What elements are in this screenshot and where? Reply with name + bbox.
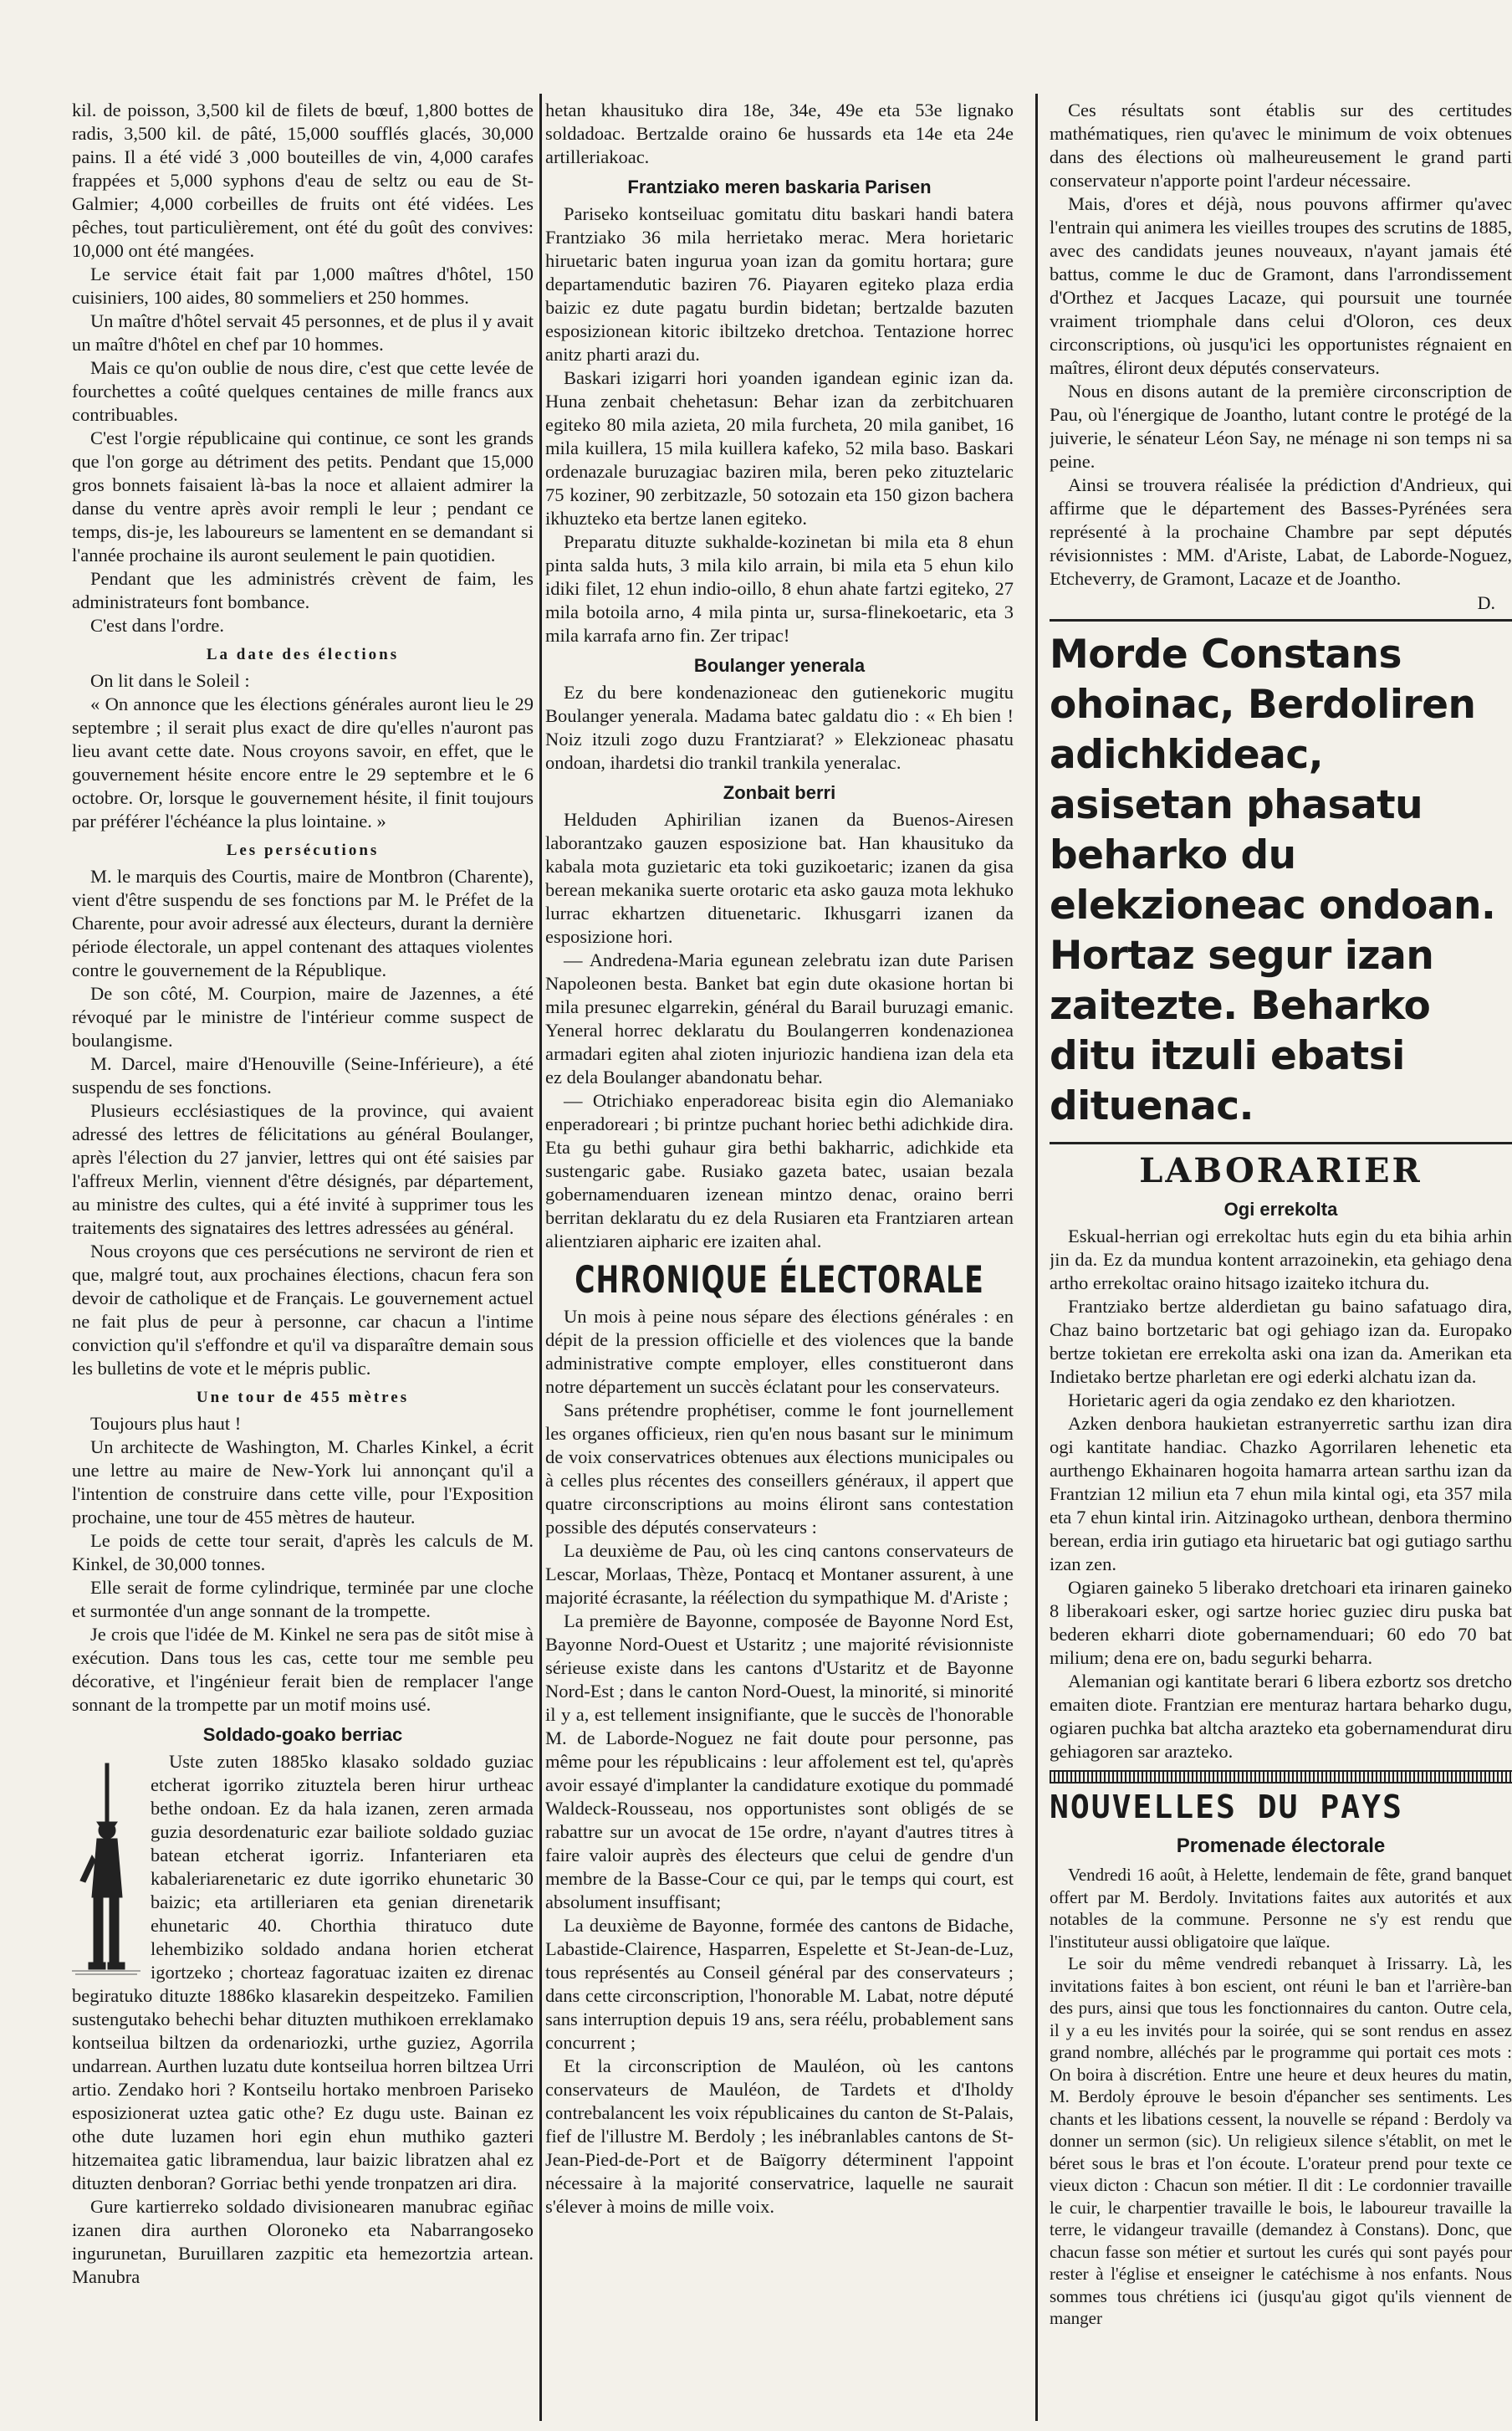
paragraph: Et la circonscription de Mauléon, où les cantons conservateurs de Mauléon, de Tardets et d'Iholdy contrebalancent les voix républicaines du canton de St-Palais, fief de l'illustre M. Berdoly ; les inébranlables cantons de St-Jean-Pied-de-Port et de Baïgorry déterminent l'appoint nécessaire à la majorité conservatrice, laquelle ne saurait s'élever à moins de mille voix. <box>545 2055 1014 2217</box>
divider <box>1050 1142 1512 1144</box>
divider <box>1050 619 1512 622</box>
soldier-illustration-icon <box>72 1755 140 1981</box>
paragraph: On lit dans le Soleil : <box>90 670 250 691</box>
paragraph: M. le marquis des Courtis, maire de Montbron (Charente), vient d'être suspendu de ses fonctions par M. le Préfet de la Charente, pour avoir adressé aux électeurs, durant la dernière période électorale, un appel contenant des attaques violentes contre le gouvernement de la République. <box>72 866 534 980</box>
soldado-article <box>72 1750 534 2289</box>
section-heading-frantziako: Frantziako meren baskaria Parisen <box>627 177 932 197</box>
paragraph: Baskari izigarri hori yoanden igandean eginic izan da. Huna zenbait chehetasun: Behar izan da zerbitchuaren egiteko 80 mila azieta, 20 mila furcheta, 20 mila ganibet, 16 mila kuillera, 15 mila kuillera kafeko, 52 mila baso. Baskari ordenazale buruzagiac baziren mila, beren peko zituztelaric 75 koziner, 90 zerbitzazle, 50 sotozain eta 150 gizon bachera ikhuzteko eta bertze lanen egiteko. <box>545 367 1014 529</box>
paragraph: Je crois que l'idée de M. Kinkel ne sera pas de sitôt mise à exécution. Dans tous les cas, cette tour me semble peu décorative, et l'ingénieur ferait bien de remplacer l'ange sonnant de la trompette par un motif moins usé. <box>72 1624 534 1715</box>
paragraph: Mais ce qu'on oublie de nous dire, c'est que cette levée de fourchettes a coûté quelques centaines de mille francs aux contribuables. <box>72 357 534 425</box>
paragraph: Helduden Aphirilian izanen da Buenos-Airesen laborantzako gauzen esposizione bat. Han khausituko da kabala mota guzietaric eta toki guzikoetaric; izanen da gisa berean mekanika suerte orotaric eta asko gauza mota lekhuko lurrac ekhartzen dituenetaric. Ikhusgarri izanen da esposizione hori. <box>545 809 1014 947</box>
column-3 <box>1050 0 1512 2431</box>
column-rule-1 <box>539 94 542 2421</box>
section-heading-nouvelles: NOUVELLES DU PAYS <box>1050 1789 1403 1825</box>
paragraph: Toujours plus haut ! <box>90 1413 242 1434</box>
paragraph: Gure kartierreko soldado divisionearen manubrac egiñac izanen dira aurthen Oloroneko eta Nabarrangoseko ingurunetan, Buruillaren zazpitic eta hemezortzia artean. Manubra <box>72 2196 534 2287</box>
paragraph: Azken denbora haukietan estranyerretic sarthu izan dira ogi kantitate handiac. Chazko Agorrilaren lehenetic eta aurthengo Ekhainaren hogoita hamarra artean sarthu izan da Frantzian 12 miliun eta 7 ehun mila kintal ogi, eta 357 mila eta 7 ehun kintal irin. Aitzinagoko urthean, denbora thermino berean, erdia irin gutiago eta hiruetaric bat ogi gutiago sarthu izan zen. <box>1050 1413 1512 1574</box>
section-heading-persecutions: Les persécutions <box>226 842 380 859</box>
paragraph: Pendant que les administrés crèvent de faim, les administrateurs font bombance. <box>72 568 534 612</box>
paragraph: Un maître d'hôtel servait 45 personnes, et de plus il y avait un maître d'hôtel en chef par 10 hommes. <box>72 310 534 355</box>
section-heading-boulanger: Boulanger yenerala <box>693 655 866 676</box>
paragraph: Pariseko kontseiluac gomitatu ditu baskari handi batera Frantziako 36 mila herrietako merac. Mera horietaric hiruetaric baten ingurua yoan izan da gomitu hortara; gure departamendutic baziren 76. Piayaren egiteko plaza erdia baizic ez dute pagatu burdin bidetan; bertzalde bazuten esposizionean kitoric ibiltzeko dretchoa. Tentazione horrec anitz pharti arazi du. <box>545 203 1014 365</box>
paragraph: Nous en disons autant de la première circonscription de Pau, où l'énergique de Joantho, lutant contre le protégé de la juiverie, le sénateur Léon Say, ne ménage ni son temps ni sa peine. <box>1050 381 1512 472</box>
paragraph: Horietaric ageri da ogia zendako ez den khariotzen. <box>1068 1390 1456 1410</box>
column-2 <box>545 0 1014 2431</box>
paragraph: De son côté, M. Courpion, maire de Jazennes, a été révoqué par le ministre de l'intérieur comme suspect de boulangisme. <box>72 983 534 1051</box>
paragraph: La deuxième de Bayonne, formée des cantons de Bidache, Labastide-Clairence, Hasparren, Espelette et St-Jean-de-Luz, tous représentés au Conseil général par des conservateurs ; dans cette circonscription, l'honorable M. Labat, notre député sans interruption depuis 19 ans, sera réélu, probablement sans concurrent ; <box>545 1915 1014 2053</box>
paragraph: Sans prétendre prophétiser, comme le font journellement les organes officieux, rien qu'en nous basant sur le minimum de voix conservatrices obtenues aux élections municipales ou à celles plus récentes des conseillers généraux, il appert que quatre circonscriptions au moins éliront sans contestation possible des députés conservateurs : <box>545 1400 1014 1538</box>
paragraph: La deuxième de Pau, où les cinq cantons conservateurs de Lescar, Morlaas, Thèze, Pontacq et Montaner assurent, à une majorité écrasante, la réélection du sympathique M. d'Ariste ; <box>545 1540 1014 1608</box>
paragraph: Ces résultats sont établis sur des certitudes mathématiques, rien qu'avec le minimum de voix obtenues dans des élections où malheureusement le grand parti conservateur n'apporte point l'ardeur nécessaire. <box>1050 100 1512 191</box>
section-heading-tour: Une tour de 455 mètres <box>196 1389 410 1406</box>
paragraph: Plusieurs ecclésiastiques de la province, qui avaient adressé des lettres de félicitations au général Boulanger, après l'élection du 27 janvier, lettres qui ont été saisies par l'affreux Merlin, viennent d'être désignés, par département, au ministre des cultes, qui a été invité à supprimer tous les traitements des signataires des lettres adressées au général. <box>72 1100 534 1238</box>
paragraph: C'est dans l'ordre. <box>90 615 224 636</box>
paragraph: kil. de poisson, 3,500 kil de filets de bœuf, 1,800 bottes de radis, 3,500 kil. de pâté, 15,000 soufflés glacés, 30,000 pains. Il a été vidé 3 ,000 bouteilles de vin, 4,000 carafes frappées et 5,000 syphons d'eau de seltz ou eau de St-Galmier; 4,000 corbeilles de fruits ont été vidées. Les pêches, tout particulièrement, ont été du goût des convives: 10,000 ont été mangées. <box>72 100 534 261</box>
section-heading-ogi: Ogi errekolta <box>1223 1199 1338 1220</box>
headline-constans: Morde Constans ohoinac, Berdoliren adichkideac, asisetan phasatu beharko du elekzioneac ondoan. Hortaz segur izan zaitezte. Beharko ditu itzuli ebatsi dituenac. <box>1050 632 1496 1129</box>
paragraph: Alemanian ogi kantitate berari 6 libera ezbortz sos dretcho emaiten diote. Frantzian ere menturaz hartara beharko dugu, ogiaren puchka bat altcha arazteko eta gobernamendurat diru gehiagoren sar arazteko. <box>1050 1671 1512 1762</box>
section-heading-date: La date des élections <box>206 646 400 663</box>
paragraph: Uste zuten 1885ko klasako soldado guziac etcherat igorriko zituztela beren hirur urtheac bethe ondoan. Ez da hala izanen, zeren armada guzia desordenaturic ezar bailiote soldado guziac batean etcherat igorriz. Infanteriaren eta kabaleriarenetaric ez dute igorriko ehunetaric 30 baizic; eta artilleriaren eta genian direnetarik ehunetaric 40. Chorthia thiratuco dute lehembiziko soldado andana horien etcherat igortzeko ; chorteaz fagoratuac izaiten ez direnac begiratuko dituzte 1886ko klasarekin despeitzeko. Familien sustengutako behechi behar dituzten muthikoen erreklamako kontseilua biltzen da ordenariozki, urthe guziez, Agorrila undarrean. Aurthen luzatu dute kontseilua horren biltzea Urri artio. Zendako hori ? Kontseilu hortako menbroen Pariseko esposizionerat uztea gatic othe? Ez dugu uste. Bainan ez othe dute luzamen hori egin ehun muthiko gazteri hitzemaitea gatic libramendua, laur baizic libratzen ahal ez dituzten denboran? Gorriac bethi yende tronpatzen ari dira. <box>72 1751 534 2193</box>
paragraph: Mais, d'ores et déjà, nous pouvons affirmer qu'avec l'entrain qui animera les vieilles troupes des scrutins de 1885, avec des candidats jeunes nouveaux, n'ayant jamais été battus, comme le duc de Gramont, dans l'arrondissement d'Orthez et Jacques Lacaze, qui poursuit une tournée vraiment triomphale dans celui d'Oloron, ces deux circonscriptions, où jusqu'ici les opportunistes régnaient en maîtres, éliront deux députés conservateurs. <box>1050 193 1512 378</box>
column-rule-2 <box>1035 94 1038 2421</box>
column-1 <box>72 0 534 2431</box>
paragraph: Preparatu dituzte sukhalde-kozinetan bi mila eta 8 ehun pinta salda huts, 3 mila kilo arrain, bi mila eta 5 ehun kilo idiki filet, 12 ehun indio-oillo, 8 ehun ahate fartzi egiteko, 27 mila botoila arno, 4 mila pinta ur, sursa-flinekoetaric, eta 3 mila karrafa arno fin. Zer tripac! <box>545 531 1014 646</box>
paragraph: M. Darcel, maire d'Henouville (Seine-Inférieure), a été suspendu de ses fonctions. <box>72 1053 534 1098</box>
section-heading-chronique: CHRONIQUE ÉLECTORALE <box>575 1257 984 1302</box>
paragraph: Ez du bere kondenazioneac den gutienekoric mugitu Boulanger yenerala. Madama batec galdatu dio : « Eh bien ! Noiz itzuli zogo duzu Frantziarat? » Elekzioneac phasatu ondoan, ihardetsi dio trankil trankila yeneralac. <box>545 682 1014 773</box>
paragraph: Nous croyons que ces persécutions ne serviront de rien et que, malgré tout, aux prochaines élections, chacun fera son devoir de catholique et de Français. Le gouvernement actuel ne fait plus de peur à personne, car chacun a l'intime conviction qu'il s'effondre et qu'il va disparaître demain sous les bulletins de vote et le mépris public. <box>72 1241 534 1379</box>
signature: D. <box>1477 592 1495 613</box>
paragraph: — Andredena-Maria egunean zelebratu izan dute Parisen Napoleonen besta. Banket bat egin dute okasione hortan bi mila presunec elgarrekin, général du Barail buruzagi emanic. Yeneral horrec deklaratu du Boulangerren kondenazionea armadari egiten ahal zioten injuriozic handiena izan dela eta ez dela Boulanger abandonatu behar. <box>545 949 1014 1088</box>
paragraph: Eskual-herrian ogi errekoltac huts egin du eta bihia arhin jin da. Ez da mundua kontent arrazoinekin, eta gehiago dena artho errekoltac oraino hitsago izaiteko itchura du. <box>1050 1226 1512 1293</box>
paragraph: Vendredi 16 août, à Helette, lendemain de fête, grand banquet offert par M. Berdoly. Invitations faites aux autorités et aux notables de la commune. Personne ne s'y est rendu que l'instituteur aussi obligatoire que laïque. <box>1050 1865 1512 1952</box>
paragraph: — Otrichiako enperadoreac bisita egin dio Alemaniako enperadoreari ; bi printze puchant horiec bethi adichkide dira. Eta gu bethi guhaur gira bethi bakharric, adichkide eta sustengaric gabe. Rusiako gazeta batec, usaian bezala gobernamenduaren izenean mintzo denac, oraino berri berritan deklaratu du ez dela Rusiaren eta Frantziaren artean alientziaren aipharic ere izaiten ahal. <box>545 1090 1014 1251</box>
paragraph: « On annonce que les élections générales auront lieu le 29 septembre ; il serait plus exact de dire qu'elles n'auront pas lieu avant cette date. Nous croyons savoir, en effet, que le gouvernement hésite encore entre le 29 septembre et le 6 octobre. Or, lorsque le gouvernement hésite, il finit toujours par préférer l'échéance la plus lointaine. » <box>72 693 534 832</box>
paragraph: Frantziako bertze alderdietan gu baino safatuago dira, Chaz baino bortzetaric bat ogi gehiago izan da. Europako bertze tokietan ere errekolta aski ona izan da. Amerikan eta Indietako bertze pharletan ere ogi ederki alchatu izan da. <box>1050 1296 1512 1387</box>
section-heading-promenade: Promenade électorale <box>1176 1835 1386 1857</box>
paragraph: C'est l'orgie républicaine qui continue, ce sont les grands que l'on gorge au détriment des petits. Pendant que 15,000 gros bonnets faisaient là-bas la noce et allaient admirer la danse du ventre après avoir rempli le leur ; pendant ce temps, dis-je, les laboureurs se lamentent en se demandant si l'année prochaine ils auront seulement le pain quotidien. <box>72 427 534 566</box>
paragraph: Le soir du même vendredi rebanquet à Irissarry. Là, les invitations faites à bon escient, ont réuni le ban et l'arrière-ban des purs, ainsi que tous les fonctionnaires du canton. Outre cela, il y a eu les invités pour la soirée, qui se sont rendus en assez grand nombre, alléchés par le programme qui portait ces mots : On boira à discrétion. Entre une heure et deux heures du matin, M. Berdoly éprouve le besoin d'épancher ses sentiments. Les chants et les libations cessent, la nouvelle se répand : Berdoly va donner un sermon (sic). Un religieux silence s'établit, on met le béret sous le bras et l'on écoute. L'orateur prend pour texte ce vieux dicton : Chacun son métier. Il dit : Le cordonnier travaille le cuir, le charpentier travaille le bois, le laboureur travaille la terre, le vidangeur travaille (demandez à Constans). Donc, que chacun fasse son métier et surtout les curés qui sont payés pour rester à l'église et enseigner le catéchisme à nos enfants. Nous sommes tous chrétiens ici (jusqu'au gigot qu'ils viennent de manger <box>1050 1953 1512 2328</box>
paragraph: La première de Bayonne, composée de Bayonne Nord Est, Bayonne Nord-Ouest et Ustaritz ; une majorité révisionniste sérieuse existe dans les cantons d'Ustaritz et de Bayonne Nord-Est ; dans le canton Nord-Ouest, la minorité, si minorité il y a, est tellement insignifiante, que le succès de l'honorable M. de Laborde-Noguez ne fait doute pour personne, pas même pour les républicains : leur affolement est tel, qu'après avoir essayé d'implanter la candidature exotique du pommadé Waldeck-Rousseau, nos opportunistes sont obligés de se rabattre sur un avocat de 15e ordre, n'ayant d'autres titres à faire valoir auprès des électeurs que celui de gendre d'un membre de la Basse-Cour ce qui, par le temps qui court, est absolument insuffisant; <box>545 1610 1014 1912</box>
paragraph: Un architecte de Washington, M. Charles Kinkel, a écrit une lettre au maire de New-York lui annonçant qu'il a l'intention de construire dans cette ville, pour l'Exposition prochaine, une tour de 455 mètres de hauteur. <box>72 1436 534 1528</box>
section-heading-laborarier: LABORARIER <box>1139 1151 1423 1190</box>
paragraph: Un mois à peine nous sépare des élections générales : en dépit de la pression officielle et des violences que la bande administrative compte employer, elles constitueront dans notre département un succès éclatant pour les conservateurs. <box>545 1306 1014 1397</box>
paragraph: Ogiaren gaineko 5 liberako dretchoari eta irinaren gaineko 8 liberakoari esker, ogi sartze horiec guziec diru puska bat bederen ekharri diote gobernamenduari; 60 edo 70 bat milium; dena ere on, badu segurki beharra. <box>1050 1577 1512 1668</box>
section-heading-zonbait: Zonbait berri <box>723 782 836 803</box>
paragraph: Ainsi se trouvera réalisée la prédiction d'Andrieux, qui affirme que le département des Basses-Pyrénées sera représenté à la prochaine Chambre par sept députés révisionnistes : MM. d'Ariste, Labat, de Laborde-Noguez, Etcheverry, de Gramont, Lacaze et de Joantho. <box>1050 474 1512 589</box>
ornamental-divider <box>1050 1770 1512 1784</box>
section-heading-soldado: Soldado-goako berriac <box>202 1724 403 1745</box>
paragraph: Le service était fait par 1,000 maîtres d'hôtel, 150 cuisiniers, 100 aides, 80 sommeliers et 250 hommes. <box>72 264 534 308</box>
paragraph: Elle serait de forme cylindrique, terminée par une cloche et surmontée d'un ange sonnant de la trompette. <box>72 1577 534 1621</box>
paragraph: hetan khausituko dira 18e, 34e, 49e eta 53e lignako soldadoac. Bertzalde oraino 6e hussards eta 14e eta 24e artilleriakoac. <box>545 100 1014 167</box>
paragraph: Le poids de cette tour serait, d'après les calculs de M. Kinkel, de 30,000 tonnes. <box>72 1530 534 1574</box>
